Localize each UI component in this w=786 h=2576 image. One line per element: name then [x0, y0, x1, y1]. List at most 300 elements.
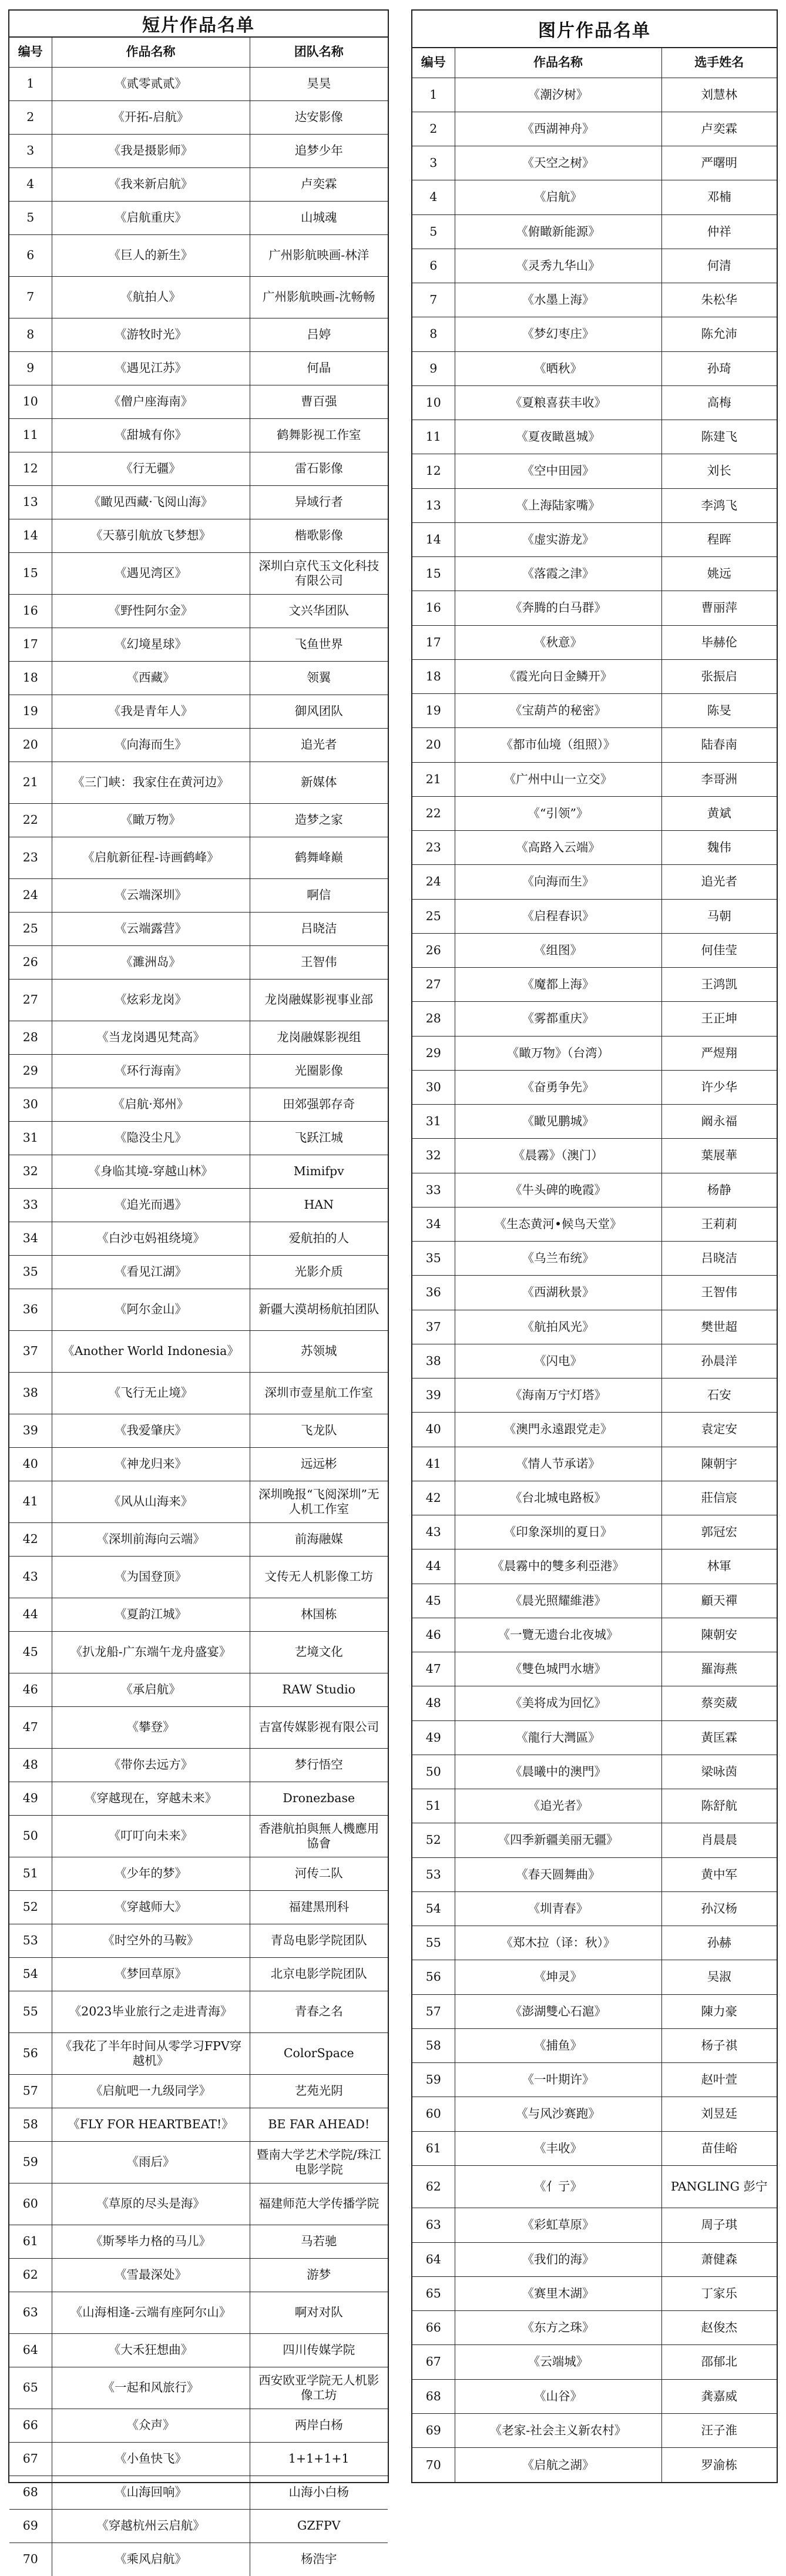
team-name: 新媒体: [250, 762, 388, 803]
team-name: 爱航拍的人: [250, 1222, 388, 1255]
row-number: 52: [9, 1890, 52, 1924]
table-row: [9, 1857, 388, 1890]
contestant-name: 陳朝安: [661, 1618, 777, 1652]
team-name: 造梦之家: [250, 803, 388, 837]
contestant-name: 高梅: [661, 385, 777, 420]
work-title: 《野性阿尔金》: [52, 594, 250, 628]
contestant-name: 黄斌: [661, 796, 777, 830]
contestant-name: 邓楠: [661, 180, 777, 214]
row-number: 47: [9, 1706, 52, 1748]
table-row: [412, 2379, 777, 2413]
row-number: 6: [9, 234, 52, 276]
row-number: 55: [412, 1926, 455, 1960]
team-name: GZFPV: [250, 2509, 388, 2543]
team-name: 光圈影像: [250, 1054, 388, 1088]
table-row: [9, 594, 388, 628]
table-row: [9, 2333, 388, 2367]
table-row: [412, 249, 777, 283]
team-name: 达安影像: [250, 100, 388, 134]
contestant-name: 何佳莹: [661, 933, 777, 967]
row-number: 62: [412, 2165, 455, 2208]
work-title: 《航拍风光》: [455, 1310, 661, 1344]
work-title: 《魔都上海》: [455, 968, 661, 1002]
table-row: [412, 454, 777, 488]
work-title: 《穿越杭州云启航》: [52, 2509, 250, 2543]
row-number: 32: [412, 1139, 455, 1173]
row-number: 3: [9, 134, 52, 167]
team-name: 追光者: [250, 728, 388, 762]
contestant-name: 杨静: [661, 1173, 777, 1207]
table-row: [412, 659, 777, 693]
table-row: [9, 1598, 388, 1631]
contestant-name: 陆春南: [661, 728, 777, 762]
work-title: 《生态黄河•候鸟天堂》: [455, 1207, 661, 1241]
work-title: 《启航新征程-诗画鹤峰》: [52, 837, 250, 878]
team-name: 山城魂: [250, 201, 388, 234]
contestant-name: 孙晨洋: [661, 1344, 777, 1378]
row-number: 25: [412, 899, 455, 933]
table-row: [412, 1105, 777, 1139]
table-row: [9, 762, 388, 803]
work-title: 《云端城》: [455, 2345, 661, 2379]
table-row: [412, 2165, 777, 2208]
work-title: 《环行海南》: [52, 1054, 250, 1088]
team-name: 广州影航映画-林洋: [250, 234, 388, 276]
contestant-name: 莊信宸: [661, 1481, 777, 1515]
table-row: [9, 1414, 388, 1447]
work-title: 《潮汐树》: [455, 78, 661, 112]
work-title: 《牛头碑的晚霞》: [455, 1173, 661, 1207]
row-number: 21: [9, 762, 52, 803]
table-row: [412, 1344, 777, 1378]
team-name: 香港航拍與無人機應用協會: [250, 1815, 388, 1857]
work-title: 《云端深圳》: [52, 878, 250, 912]
table-row: [9, 318, 388, 351]
row-number: 25: [9, 912, 52, 945]
work-title: 《晨光照耀維港》: [455, 1584, 661, 1618]
work-title: 《我爱肇庆》: [52, 1414, 250, 1447]
work-title: 《瞰万物》: [52, 803, 250, 837]
row-number: 27: [9, 979, 52, 1021]
row-number: 63: [9, 2292, 52, 2333]
work-title: 《晒秋》: [455, 351, 661, 385]
team-name: 福建师范大学传播学院: [250, 2183, 388, 2225]
table-row: [412, 796, 777, 830]
contestant-name: 汪子淮: [661, 2413, 777, 2447]
row-number: 45: [9, 1631, 52, 1673]
table-row: [412, 1584, 777, 1618]
table-row: [9, 552, 388, 594]
table-row: [412, 557, 777, 591]
contestant-name: 石安: [661, 1378, 777, 1413]
table-row: [9, 1748, 388, 1782]
team-name: 追梦少年: [250, 134, 388, 167]
work-title: 《斯琴毕力格的马儿》: [52, 2225, 250, 2258]
contestant-name: 梁咏茵: [661, 1755, 777, 1789]
work-title: 《俯瞰新能源》: [455, 214, 661, 249]
table-row: [412, 2242, 777, 2276]
work-title: 《飞行无止境》: [52, 1372, 250, 1414]
work-title: 《三门峡：我家住在黄河边》: [52, 762, 250, 803]
work-title: 《瞰见西藏·飞阅山海》: [52, 485, 250, 519]
team-name: 田郊强郭存奇: [250, 1088, 388, 1121]
work-title: 《启程春识》: [455, 899, 661, 933]
row-number: 69: [412, 2413, 455, 2447]
work-title: 《扒龙船-广东端午龙舟盛宴》: [52, 1631, 250, 1673]
row-number: 14: [9, 519, 52, 552]
table-row: [412, 522, 777, 556]
row-number: 33: [9, 1188, 52, 1222]
row-number: 8: [412, 317, 455, 351]
row-number: 9: [412, 351, 455, 385]
work-title: 《Another World Indonesia》: [52, 1330, 250, 1372]
work-title: 《龍行大灣區》: [455, 1720, 661, 1755]
team-name: 暨南大学艺术学院/珠江电影学院: [250, 2141, 388, 2183]
row-number: 2: [9, 100, 52, 134]
row-number: 34: [412, 1207, 455, 1241]
row-number: 70: [412, 2448, 455, 2482]
column-header-contestant-name: 选手姓名: [661, 48, 777, 78]
row-number: 6: [412, 249, 455, 283]
team-name: 曹百强: [250, 385, 388, 418]
table-row: [9, 2258, 388, 2292]
team-name: 文传无人机影像工坊: [250, 1556, 388, 1598]
table-row: [9, 878, 388, 912]
work-title: 《台北城电路板》: [455, 1481, 661, 1515]
work-title: 《巨人的新生》: [52, 234, 250, 276]
work-title: 《阿尔金山》: [52, 1289, 250, 1330]
table-row: [9, 519, 388, 552]
table-row: [9, 803, 388, 837]
work-title: 《幻境星球》: [52, 628, 250, 661]
contestant-name: 严煜翔: [661, 1036, 777, 1070]
contestant-name: 羅海燕: [661, 1652, 777, 1686]
row-number: 56: [412, 1960, 455, 1994]
work-title: 《雨后》: [52, 2141, 250, 2183]
work-title: 《空中田园》: [455, 454, 661, 488]
work-title: 《瞰万物》（台湾）: [455, 1036, 661, 1070]
table-row: [412, 2028, 777, 2062]
work-title: 《众声》: [52, 2409, 250, 2442]
row-number: 44: [412, 1549, 455, 1584]
contestant-name: 周子琪: [661, 2208, 777, 2242]
column-header-work-title: 作品名称: [455, 48, 661, 78]
work-title: 《我是摄影师》: [52, 134, 250, 167]
row-number: 59: [412, 2063, 455, 2097]
team-name: 飞跃江城: [250, 1121, 388, 1155]
team-name: 卢奕霖: [250, 167, 388, 201]
work-title: 《都市仙境（组照）》: [455, 728, 661, 762]
table-row: [9, 2225, 388, 2258]
row-number: 44: [9, 1598, 52, 1631]
table-row: [9, 276, 388, 318]
row-number: 24: [412, 865, 455, 899]
table-row: [9, 1706, 388, 1748]
table-row: [412, 1720, 777, 1755]
work-title: 《坤灵》: [455, 1960, 661, 1994]
short-film-list-title: 短片作品名单: [9, 11, 388, 38]
table-row: [9, 2183, 388, 2225]
table-row: [9, 628, 388, 661]
contestant-name: 肖晨晨: [661, 1823, 777, 1857]
table-row: [9, 1991, 388, 2032]
row-number: 4: [9, 167, 52, 201]
contestant-name: 龚嘉威: [661, 2379, 777, 2413]
table-row: [412, 283, 777, 317]
work-title: 《美将成为回忆》: [455, 1686, 661, 1720]
work-title: 《一覽无遗台北夜城》: [455, 1618, 661, 1652]
team-name: 林国栋: [250, 1598, 388, 1631]
row-number: 62: [9, 2258, 52, 2292]
work-title: 《广州中山一立交》: [455, 762, 661, 796]
team-name: 鹤舞峰巅: [250, 837, 388, 878]
row-number: 23: [412, 831, 455, 865]
team-name: 鹤舞影视工作室: [250, 418, 388, 452]
contestant-name: 郭冠宏: [661, 1515, 777, 1549]
row-number: 53: [412, 1857, 455, 1891]
team-name: 光影介质: [250, 1255, 388, 1289]
work-title: 《启航》: [455, 180, 661, 214]
table-row: [9, 201, 388, 234]
contestant-name: 杨子祺: [661, 2028, 777, 2062]
team-name: 两岸白杨: [250, 2409, 388, 2442]
row-number: 37: [412, 1310, 455, 1344]
table-row: [412, 591, 777, 625]
work-title: 《灵秀九华山》: [455, 249, 661, 283]
column-header-number: 编号: [412, 48, 455, 78]
row-number: 22: [412, 796, 455, 830]
table-row: [9, 2409, 388, 2442]
photo-table-body: [412, 78, 777, 2482]
team-name: HAN: [250, 1188, 388, 1222]
column-header-work-title: 作品名称: [52, 38, 250, 67]
work-title: 《濉洲岛》: [52, 945, 250, 979]
row-number: 69: [9, 2509, 52, 2543]
table-row: [9, 1673, 388, 1706]
work-title: 《当龙岗遇见梵高》: [52, 1021, 250, 1054]
table-row: [412, 694, 777, 728]
team-name: 深圳白京代玉文化科技有限公司: [250, 552, 388, 594]
row-number: 31: [412, 1105, 455, 1139]
row-number: 20: [412, 728, 455, 762]
table-row: [412, 1755, 777, 1789]
row-number: 39: [9, 1414, 52, 1447]
work-title: 《秋意》: [455, 625, 661, 659]
team-name: 艺境文化: [250, 1631, 388, 1673]
row-number: 54: [412, 1891, 455, 1926]
contestant-name: 魏伟: [661, 831, 777, 865]
contestant-name: 卢奕霖: [661, 112, 777, 146]
table-row: [412, 146, 777, 180]
work-title: 《带你去远方》: [52, 1748, 250, 1782]
table-row: [412, 385, 777, 420]
row-number: 57: [412, 1994, 455, 2028]
table-row: [412, 1173, 777, 1207]
team-name: 昊昊: [250, 67, 388, 100]
row-number: 36: [412, 1276, 455, 1310]
table-row: [9, 1372, 388, 1414]
team-name: 西安欧亚学院无人机影像工坊: [250, 2367, 388, 2409]
row-number: 3: [412, 146, 455, 180]
team-name: 山海小白杨: [250, 2476, 388, 2509]
team-name: 杨浩宇: [301, 2552, 337, 2567]
work-title: 《我花了半年时间从零学习FPV穿越机》: [52, 2032, 250, 2074]
work-title: 《穿越师大》: [52, 1890, 250, 1924]
row-number: 68: [412, 2379, 455, 2413]
row-number: 17: [9, 628, 52, 661]
table-row: [412, 1960, 777, 1994]
table-row: [9, 1815, 388, 1857]
work-title: 《情人节承诺》: [455, 1447, 661, 1481]
contestant-name: 李哥洲: [661, 762, 777, 796]
work-title: 《风从山海来》: [52, 1481, 250, 1522]
work-title: 《印象深圳的夏日》: [455, 1515, 661, 1549]
work-title: 《霞光向日金鳞开》: [455, 659, 661, 693]
row-number: 30: [9, 1088, 52, 1121]
row-number: 10: [412, 385, 455, 420]
work-title: 《夏夜瞰邕城》: [455, 420, 661, 454]
work-title: 《西湖秋景》: [455, 1276, 661, 1310]
work-title: 《我们的海》: [455, 2242, 661, 2276]
work-title: 《四季新疆美丽无疆》: [455, 1823, 661, 1857]
table-row: [9, 234, 388, 276]
work-title: 《甜城有你》: [52, 418, 250, 452]
team-name: Dronezbase: [250, 1782, 388, 1815]
work-title: 《高路入云端》: [455, 831, 661, 865]
work-title: 《乘风启航》: [52, 2543, 250, 2576]
table-row: [412, 2063, 777, 2097]
work-title: 《遇见江苏》: [52, 351, 250, 385]
contestant-name: 黃匡霖: [661, 1720, 777, 1755]
row-number: 11: [9, 418, 52, 452]
row-number: 1: [412, 78, 455, 112]
contestant-name: 樊世超: [661, 1310, 777, 1344]
work-title: 《向海而生》: [52, 728, 250, 762]
work-title: 《闪电》: [455, 1344, 661, 1378]
work-title: 《少年的梦》: [52, 1857, 250, 1890]
row-number: 34: [9, 1222, 52, 1255]
row-number: 10: [9, 385, 52, 418]
team-name: 御风团队: [250, 695, 388, 728]
table-row: [412, 2345, 777, 2379]
table-row: [412, 1618, 777, 1652]
contestant-name: 蔡奕葳: [661, 1686, 777, 1720]
contestant-name: 王智伟: [661, 1276, 777, 1310]
work-title: 《向海而生》: [455, 865, 661, 899]
row-number: 49: [9, 1782, 52, 1815]
row-number: 4: [412, 180, 455, 214]
short-film-table: [9, 38, 388, 2576]
contestant-name: 严曙明: [661, 146, 777, 180]
row-number: 19: [9, 695, 52, 728]
work-title: 《赛里木湖》: [455, 2276, 661, 2310]
photo-header-row: [412, 48, 777, 78]
row-number: 28: [9, 1021, 52, 1054]
contestant-name: 陈允沛: [661, 317, 777, 351]
work-title: 《澳門永遠跟党走》: [455, 1413, 661, 1447]
team-name: 雷石影像: [250, 452, 388, 485]
team-name: 青春之名: [250, 1991, 388, 2032]
row-number: 36: [9, 1289, 52, 1330]
team-name: 马若驰: [250, 2225, 388, 2258]
table-row: [412, 1481, 777, 1515]
row-number: 66: [412, 2311, 455, 2345]
work-title: 《一起和风旅行》: [52, 2367, 250, 2409]
work-title: 《行无疆》: [52, 452, 250, 485]
row-number: 58: [412, 2028, 455, 2062]
work-title: 《澎湖雙心石滬》: [455, 1994, 661, 2028]
work-title: 《启航吧一九级同学》: [52, 2074, 250, 2108]
work-title: 《奔腾的白马群》: [455, 591, 661, 625]
work-title: 《隐没尘凡》: [52, 1121, 250, 1155]
table-row: [412, 1686, 777, 1720]
table-row: [9, 2442, 388, 2476]
work-title: 《组图》: [455, 933, 661, 967]
contestant-name: 萧健森: [661, 2242, 777, 2276]
row-number: 65: [9, 2367, 52, 2409]
table-row: [9, 1522, 388, 1556]
team-name: 北京电影学院团队: [250, 1957, 388, 1991]
work-title: 《FLY FOR HEARTBEAT!》: [52, 2108, 250, 2141]
table-row: [9, 2367, 388, 2409]
table-row: [9, 134, 388, 167]
row-number: 43: [412, 1515, 455, 1549]
work-title: 《2023毕业旅行之走进青海》: [52, 1991, 250, 2032]
table-row: [412, 1549, 777, 1584]
table-row: [9, 1155, 388, 1188]
table-row: [9, 661, 388, 695]
work-title: 《开拓-启航》: [52, 100, 250, 134]
contestant-name: 姚远: [661, 557, 777, 591]
table-row: [9, 945, 388, 979]
team-name: 啊对对队: [250, 2292, 388, 2333]
work-title: 《晨霧中的雙多利亞港》: [455, 1549, 661, 1584]
work-title: 《僧户座海南》: [52, 385, 250, 418]
row-number: 7: [9, 276, 52, 318]
table-row: [9, 1289, 388, 1330]
contestant-name: 丁家乐: [661, 2276, 777, 2310]
table-row: [412, 112, 777, 146]
table-row: [412, 78, 777, 112]
work-title: 《承启航》: [52, 1673, 250, 1706]
row-number: 20: [9, 728, 52, 762]
row-number: 48: [412, 1686, 455, 1720]
table-row: [412, 1139, 777, 1173]
work-title: 《天慕引航放飞梦想》: [52, 519, 250, 552]
row-number: 42: [9, 1522, 52, 1556]
table-row: [412, 420, 777, 454]
row-number: 30: [412, 1070, 455, 1104]
row-number: 13: [412, 488, 455, 522]
table-row: [9, 167, 388, 201]
work-title: 《身临其境-穿越山林》: [52, 1155, 250, 1188]
contestant-name: 王正坤: [661, 1002, 777, 1036]
contestant-name: 吕晓洁: [661, 1242, 777, 1276]
contestant-name: 赵叶萱: [661, 2063, 777, 2097]
table-row: [9, 2074, 388, 2108]
row-number: 16: [412, 591, 455, 625]
table-row: [9, 1631, 388, 1673]
work-title: 《亻亍》: [455, 2165, 661, 2208]
table-row: [412, 180, 777, 214]
table-row: [412, 1207, 777, 1241]
row-number: 1: [9, 67, 52, 100]
table-row: [412, 2276, 777, 2310]
table-row: [9, 1330, 388, 1372]
table-row: [412, 1823, 777, 1857]
row-number: 18: [9, 661, 52, 695]
work-title: 《遇见湾区》: [52, 552, 250, 594]
